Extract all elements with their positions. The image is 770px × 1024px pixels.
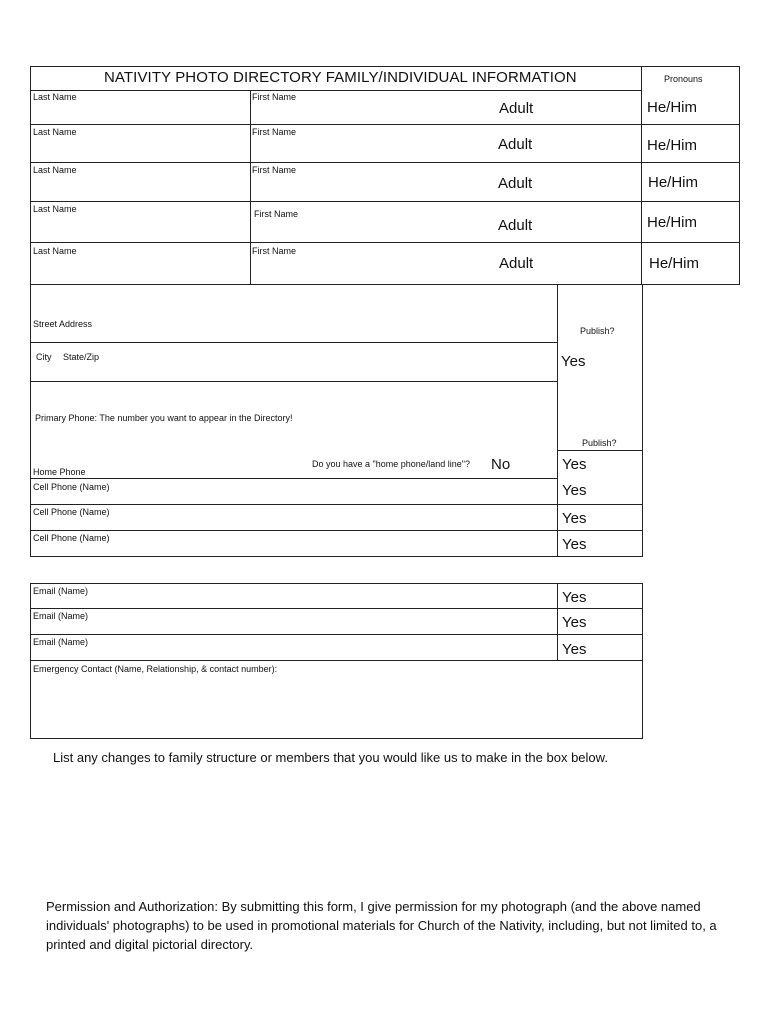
home-phone-question: Do you have a "home phone/land line"? — [312, 459, 471, 469]
age-group-value[interactable]: Adult — [498, 136, 533, 153]
last-name-label: Last Name — [33, 165, 77, 175]
last-name-label: Last Name — [33, 127, 77, 137]
cell-phone-label: Cell Phone (Name) — [33, 533, 110, 543]
changes-instruction: List any changes to family structure or members that you would like us to make in the box below. — [53, 750, 608, 765]
city-label: City — [36, 352, 52, 362]
first-name-label: First Name — [254, 209, 299, 219]
first-name-label: First Name — [252, 246, 297, 256]
home-phone-answer[interactable]: No — [491, 456, 511, 473]
email-label: Email (Name) — [33, 586, 89, 596]
street-address-label: Street Address — [33, 319, 93, 329]
cell-phone-label: Cell Phone (Name) — [33, 507, 110, 517]
age-group-value[interactable]: Adult — [498, 217, 533, 234]
cell-phone-label: Cell Phone (Name) — [33, 482, 110, 492]
age-group-value[interactable]: Adult — [498, 175, 533, 192]
cell-phone-publish[interactable]: Yes — [562, 510, 587, 527]
emergency-contact-label: Emergency Contact (Name, Relationship, & contact number): — [33, 664, 278, 674]
state-zip-label: State/Zip — [63, 352, 100, 362]
pronouns-value[interactable]: He/Him — [648, 174, 699, 191]
primary-phone-label: Primary Phone: The number you want to appear in the Directory! — [35, 413, 293, 423]
email-label: Email (Name) — [33, 637, 89, 647]
pronouns-value[interactable]: He/Him — [647, 214, 698, 231]
last-name-label: Last Name — [33, 246, 77, 256]
email-publish[interactable]: Yes — [562, 614, 587, 631]
cell-phone-publish[interactable]: Yes — [562, 482, 587, 499]
age-group-value[interactable]: Adult — [499, 100, 534, 117]
first-name-label: First Name — [252, 165, 297, 175]
last-name-label: Last Name — [33, 92, 77, 102]
home-phone-publish[interactable]: Yes — [562, 456, 587, 473]
email-publish[interactable]: Yes — [562, 589, 587, 606]
first-name-label: First Name — [252, 127, 297, 137]
pronouns-value[interactable]: He/Him — [647, 137, 698, 154]
pronouns-value[interactable]: He/Him — [649, 255, 700, 272]
age-group-value[interactable]: Adult — [499, 255, 534, 272]
address-publish-value[interactable]: Yes — [561, 353, 586, 370]
pronouns-value[interactable]: He/Him — [647, 99, 698, 116]
phone-publish-label: Publish? — [582, 438, 617, 448]
permission-text: Permission and Authorization: By submitting this form, I give permission for my photograph (and the above named individuals' photographs) to be used in promotional materials for Church of the Nativity, including, but not limited to, a printed and digital pictorial directory. — [46, 899, 717, 952]
address-publish-label: Publish? — [580, 326, 615, 336]
cell-phone-publish[interactable]: Yes — [562, 536, 587, 553]
email-label: Email (Name) — [33, 611, 89, 621]
form-title: NATIVITY PHOTO DIRECTORY FAMILY/INDIVIDUAL INFORMATION — [104, 69, 577, 86]
first-name-label: First Name — [252, 92, 297, 102]
home-phone-label: Home Phone — [33, 467, 86, 477]
last-name-label: Last Name — [33, 204, 77, 214]
email-publish[interactable]: Yes — [562, 641, 587, 658]
pronouns-header: Pronouns — [664, 74, 703, 84]
